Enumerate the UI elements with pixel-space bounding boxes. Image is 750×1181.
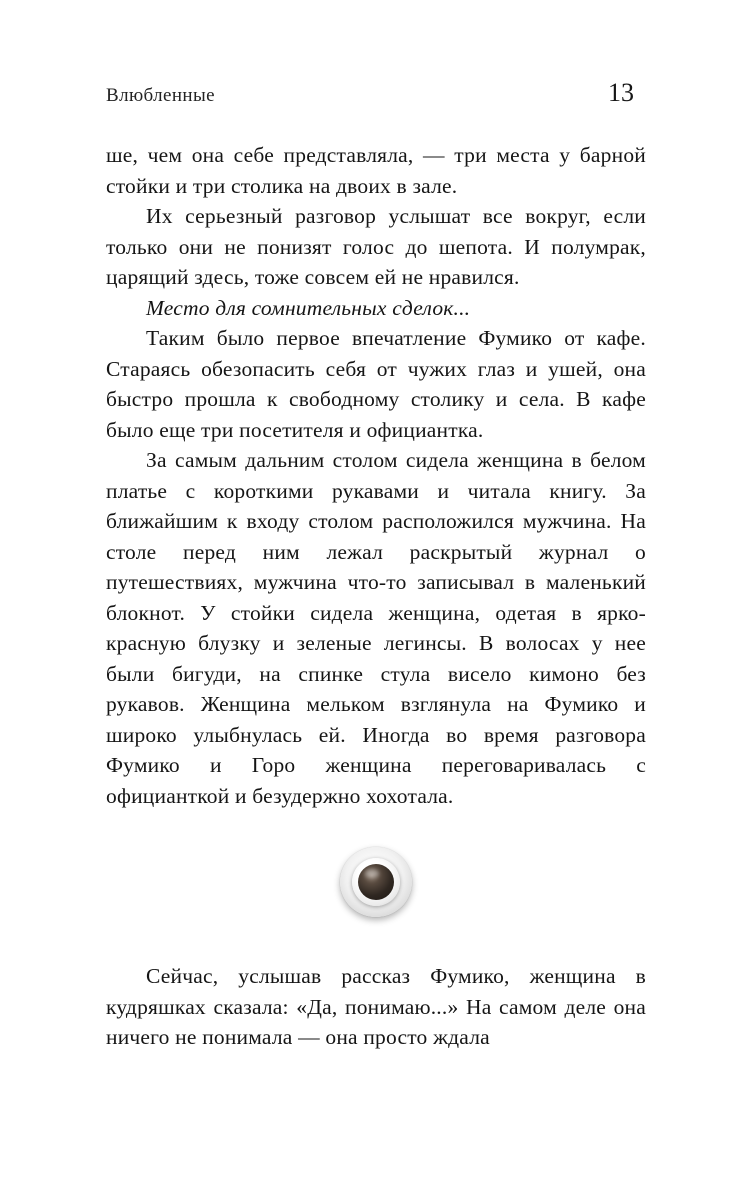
paragraph-italic-thought: Место для сомнительных сделок... (146, 295, 471, 320)
paragraph-continuation: ше, чем она себе представляла, — три места у барной стойки и три столика на двоих в зале. (106, 143, 646, 198)
page-number: 13 (608, 78, 634, 107)
running-title: Влюбленные (106, 85, 215, 106)
coffee-highlight-shape (365, 869, 379, 878)
paragraph: Их серьезный разговор услышат все вокруг, если только они не понизят голос до шепота. И полумрак, царящий здесь, тоже совсем ей не нравился. (106, 204, 646, 289)
paragraph: Сейчас, услышав рассказ Фумико, женщина в кудряшках сказала: «Да, понимаю...» На самом деле она ничего не понимала — она просто ждала (106, 964, 646, 1049)
paragraph: Таким было первое впечатление Фумико от кафе. Стараясь обезопасить себя от чужих глаз и ушей, она быстро прошла к свободному столику и села. В кафе было еще три посетителя и официантка. (106, 326, 646, 442)
coffee-cup-icon (339, 844, 413, 920)
section-break (106, 844, 646, 920)
running-header (106, 78, 646, 108)
page-text-column (106, 140, 646, 1053)
paragraph: За самым дальним столом сидела женщина в белом платье с короткими рукавами и читала книгу. За ближайшим к входу столом расположился мужчина. На столе перед ним лежал раскрытый журнал о путешествиях, мужчина что-то записывал в маленький блокнот. У стойки сидела женщина, одетая в ярко-красную блузку и зеленые легинсы. В волосах у нее были бигуди, на спинке стула висело кимоно без рукавов. Женщина мельком взглянула на Фумико и широко улыбнулась ей. Иногда во время разговора Фумико и Горо женщина переговаривалась с официанткой и безудержно хохотала. (106, 448, 646, 808)
